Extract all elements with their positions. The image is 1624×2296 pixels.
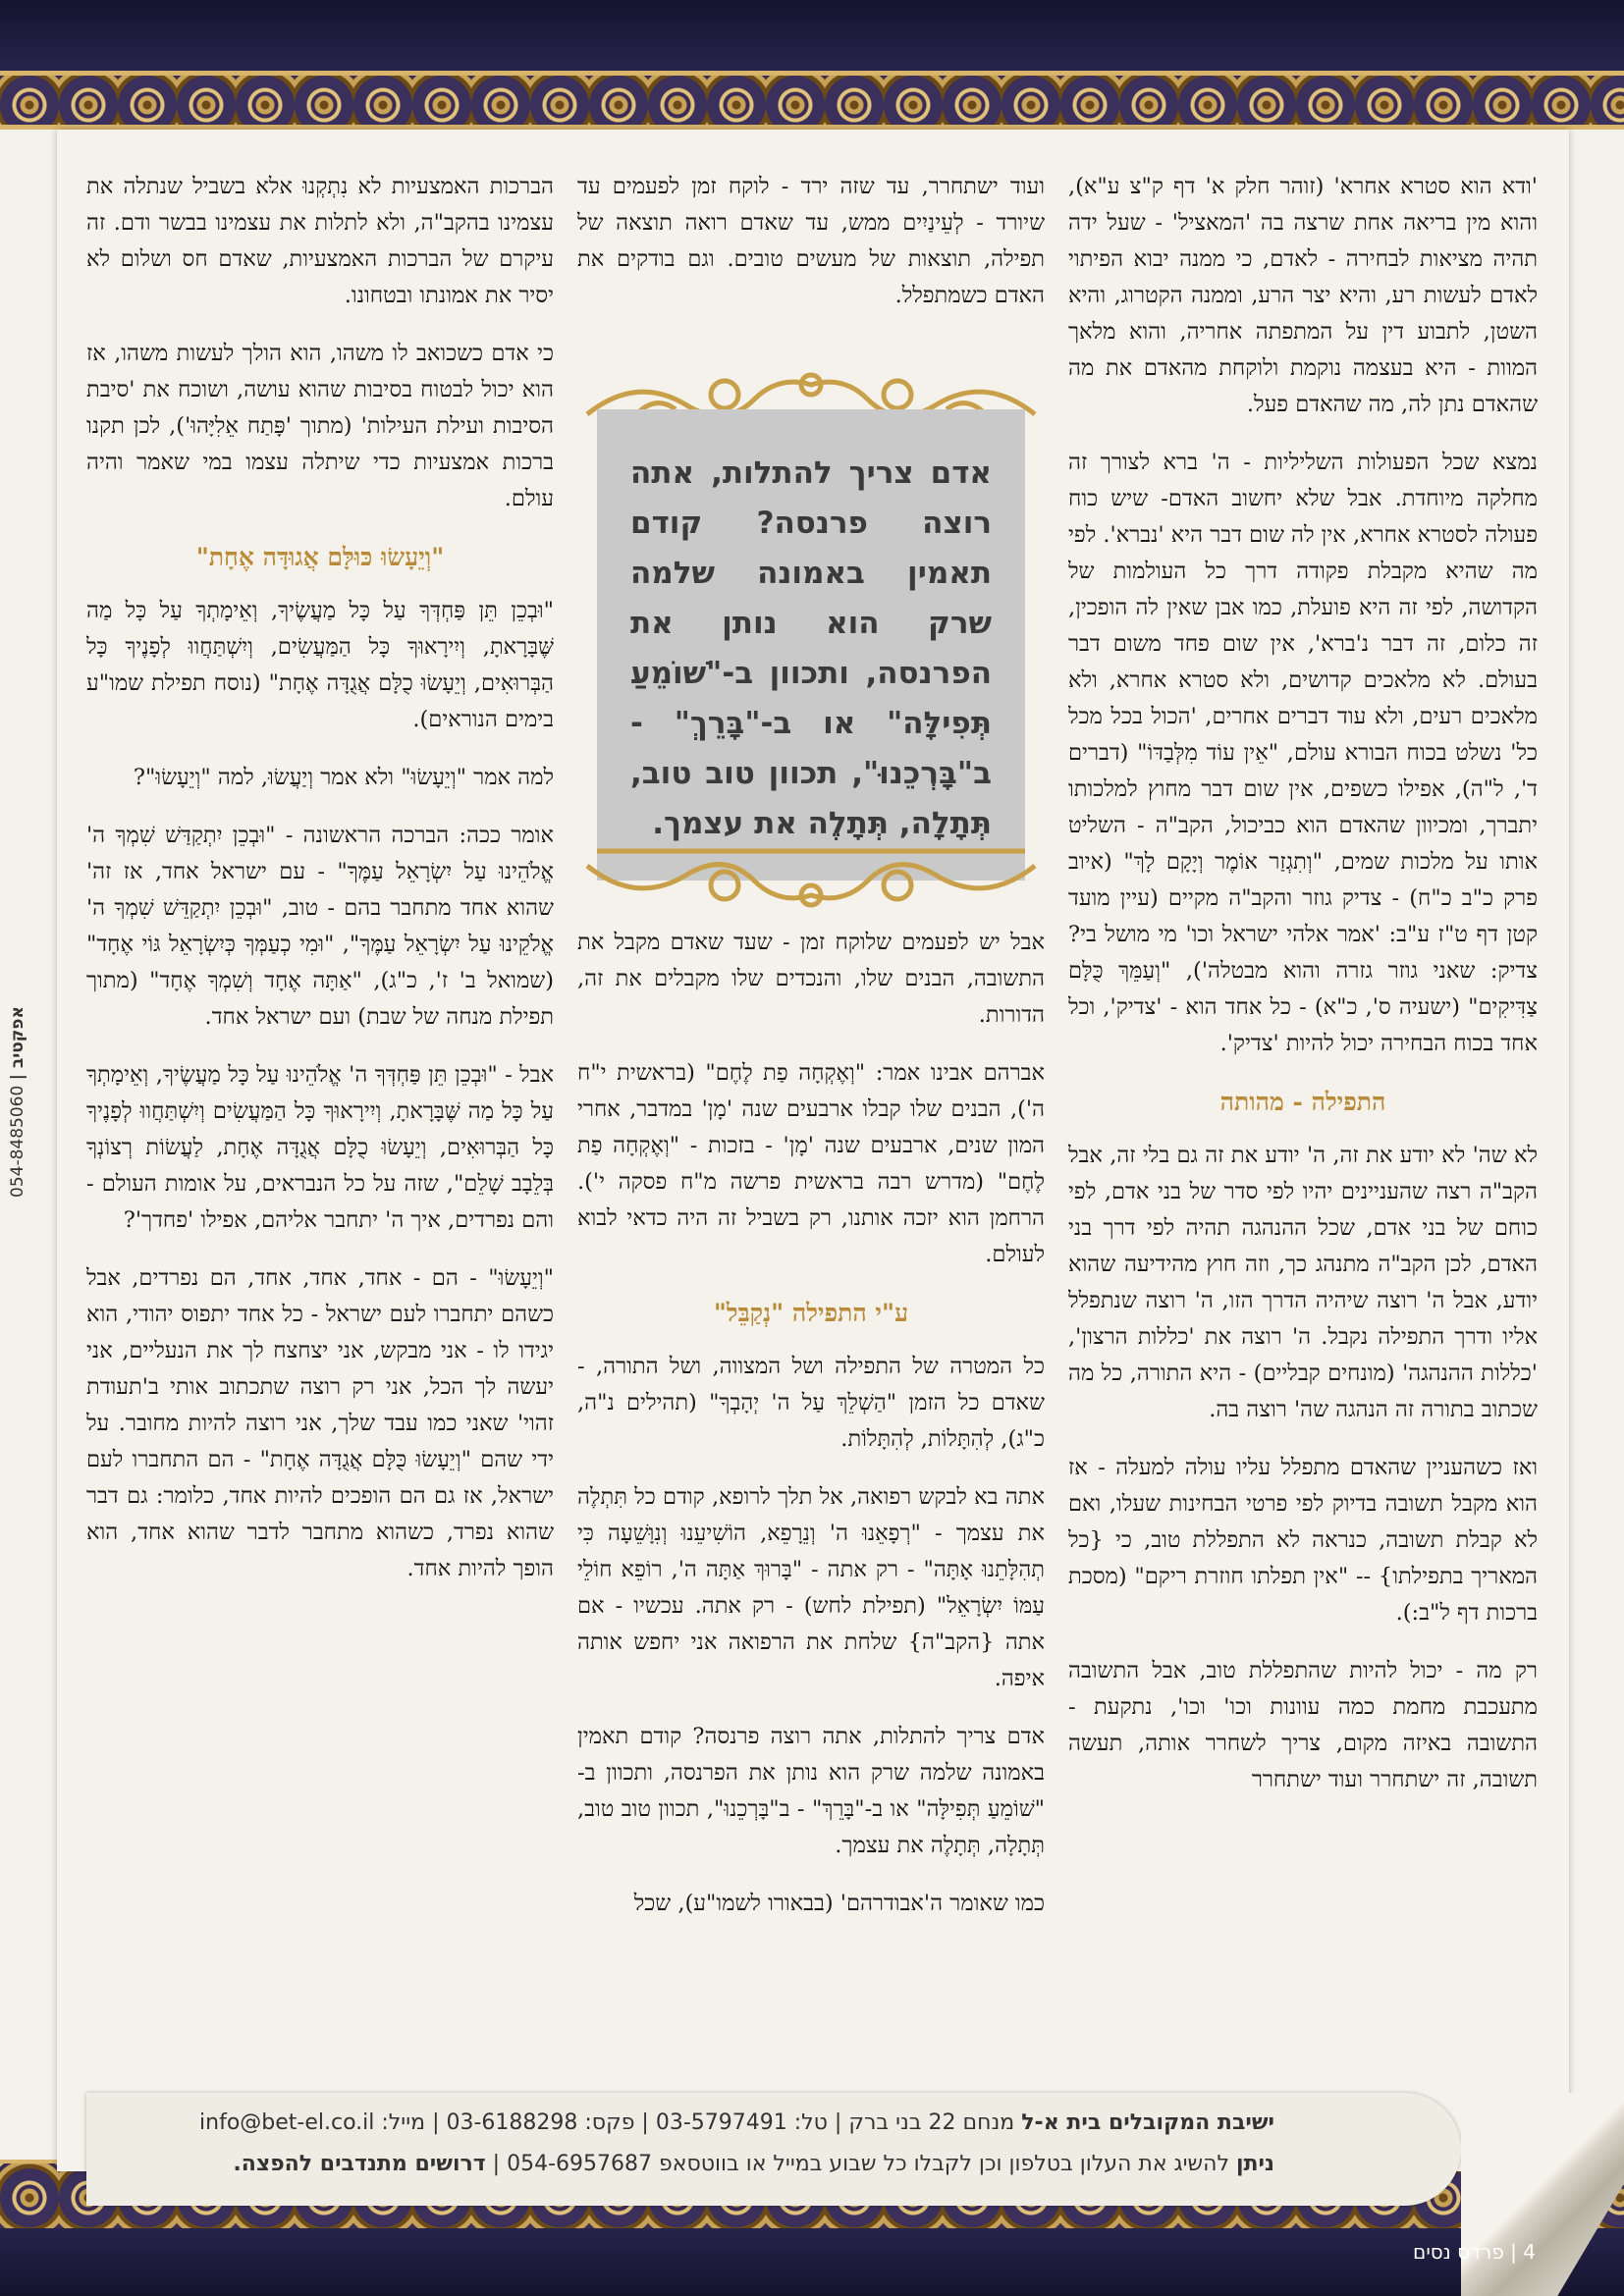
footer-line-2 <box>77 2152 1274 2176</box>
pull-quote <box>577 355 1045 925</box>
footer-contact: מנחם 22 בני ברק | טל: 03-5797491 | פקס: 03-6188298 | מייל: info@bet-el.co.il <box>199 2110 1022 2135</box>
section-heading: "וְיֵעָשׂוּ כּוּלָּם אֲגוּדָּה אֶחָת" <box>195 543 445 571</box>
paragraph: "וְיֵעָשׂוּ" - הם - אחד, אחד, אחד, הם נפרדים, אבל כשהם יתחברו לעם ישראל - כל אחד יתפוס יהודי, הוא יגידו לו - אני מבקש, אני יצחצח לך את הנעליים, אני יעשה לך הכל, אני רק רוצה שתכתוב אותי ב'תעודת זהוי' שאני כמו עבד שלך, אני רוצה להיות מחובר. על ידי שהם "וְיֵעָשׂוּ כֻּלָּם אֲגֻדָּה אֶחָת" - הם התחברו לעם ישראל, אז גם הם הופכים להיות אחד, כלומר: גם דבר שהוא נפרד, כשהוא מתחבר לדבר שהוא אחד, הוא הופך להיות אחד. <box>86 1265 554 1581</box>
pull-quote-text: אדם צריך להתלות, אתה רוצה פרנסה? קודם תאמין באמונה שלמה שרק הוא נותן את הפרנסה, ותכוון ב-"שׁוֹמֵעַ תְּפִילָּה" או ב-"בָּרֵךְ" - ב"בָּרְכֵנוּ", תכוון טוב טוב, תְּתָלָה, תְּתָלֶה את עצמך. <box>597 409 1025 881</box>
side-brand: אפקטיב <box>8 1006 27 1069</box>
paragraph: רק מה - יכול להיות שהתפללת טוב, אבל התשובה מתעכבת מחמת כמה עוונות וכו' וכו', נתקעת - התשובה באיזה מקום, צריך לשחרר אותה, תעשה תשובה, זה ישתחרר ועוד ישתחרר <box>1068 1658 1538 1792</box>
paragraph: אדם צריך להתלות, אתה רוצה פרנסה? קודם תאמין באמונה שלמה שרק הוא נותן את הפרנסה, ותכוון ב-"שׁוֹמֵעַ תְּפִילָּה" או ב-"בָּרֵךְ" - ב"בָּרְכֵנוּ", תכוון טוב טוב, תְּתָלָה, תְּתָלֶה את עצמך. <box>577 1724 1045 1858</box>
column-right <box>1068 169 1538 1820</box>
article-paper <box>57 130 1569 2176</box>
side-credit: 054-8485060 | אפקטיב <box>8 1006 27 1198</box>
top-dark-band <box>0 0 1624 71</box>
paragraph: אומר ככה: הברכה הראשונה - "וּבְכֵן יִתְקַדַּשׁ שִׁמְךָ ה' אֱלֹהֵינוּ עַל יִשְׂרָאֵל עַמֶּךָ" - עם ישראל אחד, אז זה' שהוא אחד מתחבר בהם - טוב, "וּבְכֵן יִתְקַדֵּשׁ שִׁמְךָ ה' אֱלֹקֵינוּ עַל יִשְׂרָאֵל עַמֶּךָ", "וּמִי כְעַמְּךָ כְּיִשְׂרָאֵל גּוֹי אֶחָד" (שמואל ב' ז', כ"ג), "אַתָּה אֶחָד וְשִׁמְךָ אֶחָד" (מתוך תפילת מנחה של שבת) ועם ישראל אחד. <box>86 823 554 1030</box>
section-heading: התפילה - מהותה <box>1219 1088 1386 1116</box>
top-ornamental-border <box>0 71 1624 130</box>
paragraph: "וּבְכֵן תֵּן פַּחְדְּךָ עַל כָּל מַעֲשֶׂיךָ, וְאֵימָתְךָ עַל כָּל מַה שֶּׁבָּרָאתָ, וְיִירָאוּךָ כָּל הַמַּעֲשִׂים, וְיִשְׁתַּחֲווּ לְפָנֶיךָ כָּל הַבְּרוּאִים, וְיֵעָשׂוּ כֻלָּם אֲגֻדָּה אֶחָת" (נוסח תפילת שמו"ע בימים הנוראים). <box>86 598 554 732</box>
paragraph: אבל יש לפעמים שלוקח זמן - שעד שאדם מקבל את התשובה, הבנים שלו, והנכדים שלו מקבלים את זה, הדורות. <box>577 930 1045 1028</box>
paragraph: ועוד ישתחרר, עד שזה ירד - לוקח זמן לפעמים עד שיורד - לְעֵינַיִים ממש, עד שאדם רואה תוצאה של תפילה, תוצאות של מעשים טובים. וגם בודקים את האדם כשמתפלל. <box>577 174 1045 308</box>
paragraph: אבל - "וּבְכֵן תֵּן פַּחְדְּךָ ה' אֱלֹהֵינוּ עַל כָּל מַעֲשֶׂיךָ, וְאֵימָתְךָ עַל כָּל מַה שֶּׁבָּרָאתָ, וְיִירָאוּךָ כָּל הַמַּעֲשִׂים וְיִשְׁתַּחֲווּ לְפָנֶיךָ כָּל הַבְּרוּאִים, וְיֵעָשׂוּ כֻלָּם אֲגֻדָּה אֶחָת, לַעֲשׂוֹת רְצוֹנְךָ בְּלֵבָב שָׁלֵם", שזה על כל הנבראים, על אומות העולם - והם נפרדים, איך ה' יתחבר אליהם, אפילו 'פחדך'? <box>86 1062 554 1233</box>
footer-line2-text: להשיג את העלון בטלפון וכן לקבלו כל שבוע במייל או בווטסאפ 054-6957687 | <box>485 2152 1236 2176</box>
paragraph: למה אמר "וְיֵעָשׂוּ" ולא אמר וְיַעֲשׂוּ, למה "וְיֵעָשׂוּ"? <box>133 765 554 790</box>
paragraph: הברכות האמצעיות לא נִתְקְנוּ אלא בשביל שנתלה את עצמינו בהקב"ה, ולא לתלות את עצמינו בבשר ודם. זה עיקרם של הברכות האמצעיות, שאדם חס ושלום לא יסיר את אמונתו ובטחונו. <box>86 174 554 308</box>
footer-org-name: ישיבת המקובלים בית א-ל <box>1021 2110 1274 2135</box>
paragraph: לא שה' לא יודע את זה, ה' יודע את זה גם בלי זה, אבל הקב"ה רצה שהעניינים יהיו לפי סדר של בני אדם, לפי כוחם של בני אדם, שכל ההנהגה תהיה לפי דרך בני האדם, לכן הקב"ה מתנהג כך, וזה חוץ מהידיעה שהוא יודע, אבל ה' רוצה שיהיה הדרך הזו, ה' רוצה שנתפלל אליו ודרך התפילה נקבל. ה' רוצה את 'כללות הרצון', 'כללות ההנהגה' (מונחים קבליים) - היא התורה, כל מה שכתוב בתורה זה הנהגה שה' רוצה בה. <box>1068 1143 1538 1422</box>
section-heading: ע"י התפילה "נְקַבֵּל" <box>713 1299 909 1327</box>
paragraph: כמו שאומר ה'אבודרהם' (בבאורו לשמו"ע), שכל <box>633 1891 1045 1916</box>
paragraph: כי אדם כשכואב לו משהו, הוא הולך לעשות משהו, אז הוא יכול לבטוח בסיבות שהוא עושה, ושוכח את 'סיבת הסיבות ועילת העילות' (מתוך 'פָּתַח אֵלִיָּהוּ'), לכן תקנו ברכות אמצעיות כדי שיתלה עצמו במי שאמר והיה עולם. <box>86 341 554 511</box>
flourish-bottom-icon <box>577 836 1045 925</box>
paragraph: 'ודא הוא סטרא אחרא' (זוהר חלק א' דף ק"צ ע"א), והוא מין בריאה אחת שרצה בה 'המאציל' - שעל ידה תהיה מציאות לבחירה - לאדם, כי ממנה יבוא הפיתוי לאדם לעשות רע, והיא יצר הרע, וממנה הקטרוג, והיא השטן, לתבוע דין על המתפתה אחריה, והוא מלאך המוות - היא בעצמה נוקמת ולוקחת מהאדם את מה שהאדם נתן לה, מה שהאדם פעל. <box>1068 174 1538 417</box>
footer-line-1 <box>77 2110 1274 2135</box>
paragraph: ואז כשהעניין שהאדם מתפלל עליו עולה למעלה - אז הוא מקבל תשובה בדיוק לפי פרטי הבחינות שעלו, ואם לא קבלת תשובה, כנראה לא התפללת טוב, כי {כל המאריך בתפילתו} -- "אין תפלתו חוזרת ריקם" (מסכת ברכות דף ל"ב:). <box>1068 1455 1538 1626</box>
footer-volunteers: דרושים מתנדבים להפצה. <box>233 2152 486 2176</box>
paragraph: כל המטרה של התפילה ושל המצווה, ושל התורה, - שאדם כל הזמן "הַשְׁלֵךְ עַל ה' יְהָבְךָ" (תהילים נ"ה, כ"ג), לְהִתָּלוֹת, לְהִתָּלוֹת. <box>577 1354 1045 1452</box>
paragraph: נמצא שכל הפעולות השליליות - ה' ברא לצורך זה מחלקה מיוחדת. אבל שלא יחשוב האדם- שיש כוח פעולה לסטרא אחרא, אין לה שום דבר היא 'נברא'. לפי מה שהיא מקבלת פקודה דרך כל העולמות של הקדושה, לפי זה היא פועלת, כמו אבן שאין לה הופכין, זה כלום, זה דבר נ'ברא', אין שום פחד משום דבר בעולם. לא מלאכים קדושים, ולא סטרא אחרא, ולא מלאכים רעים, ולא עוד דברים אחרים, 'הכול בכל מכל כל' נשלט בכוח הבורא עולם, "אֵין עוֹד מִלְּבַדּוֹ" (דברים ד', ל"ה), אפילו כשפים, אין שום דבר מחוץ למלכותו יתברך, ומכיוון שהאדם הוא כביכול, הקב"ה - השליט אותו על מלכות שמים, "וְתִגְזַר אוֹמֶר וְיָקָם לָךְ" (איוב פרק כ"ב כ"ח) - צדיק גוזר והקב"ה מקיים (עיין מועד קטן דף ט"ז ע"ב: 'אמר אלהי ישראל וכו' מי מושל בי? צדיק: שאני גוזר גזרה והוא מבטלה'), "וְעַמֵּךְ כֻּלָּם צַדִּיקִים" (ישעיה ס', כ"א) - כל אחד הוא - 'צדיק', וכל אחד בכוח הבחירה יכול להיות 'צדיק'. <box>1068 450 1538 1056</box>
page-number: 4 | פרדס נסים <box>1413 2240 1536 2264</box>
paragraph: אברהם אבינו אמר: "וְאֶקְחָה פַת לֶחֶם" (בראשית י"ח ה'), הבנים שלו קבלו ארבעים שנה 'מָן' במדבר, אחרי המון שנים, ארבעים שנה 'מָן' - בזכות - "וְאֶקְחָה פַת לֶחֶם" (מדרש רבה בראשית פרשה מ"ח פסקה י'). הרחמן הוא יזכה אותנו, רק בשביל זה היה כדאי לבוא לעולם. <box>577 1060 1045 1267</box>
side-phone-number: 054-8485060 <box>8 1085 27 1198</box>
footer-line2-bold: ניתן <box>1235 2152 1274 2176</box>
column-left <box>86 169 554 1609</box>
bottom-dark-band <box>0 2228 1624 2296</box>
paragraph: אתה בא לבקש רפואה, אל תלך לרופא, קודם כל תִּתְלֶה את עצמך - "רְפָאֵנוּ ה' וְנֵרָפֵא, הוֹשִׁיעֵנוּ וְנִוָּשֵׁעָה כִּי תְהִלָּתֵנוּ אָתָּה" - רק אתה - "בָּרוּךְ אַתָּה ה', רוֹפֵא חוֹלֵי עַמּוֹ יִשְׂרָאֵל" (תפילת לחש) - רק אתה. עכשיו - אם אתה {הקב"ה} שלחת את הרפואה אני יחפש אותה איפה. <box>577 1484 1045 1691</box>
